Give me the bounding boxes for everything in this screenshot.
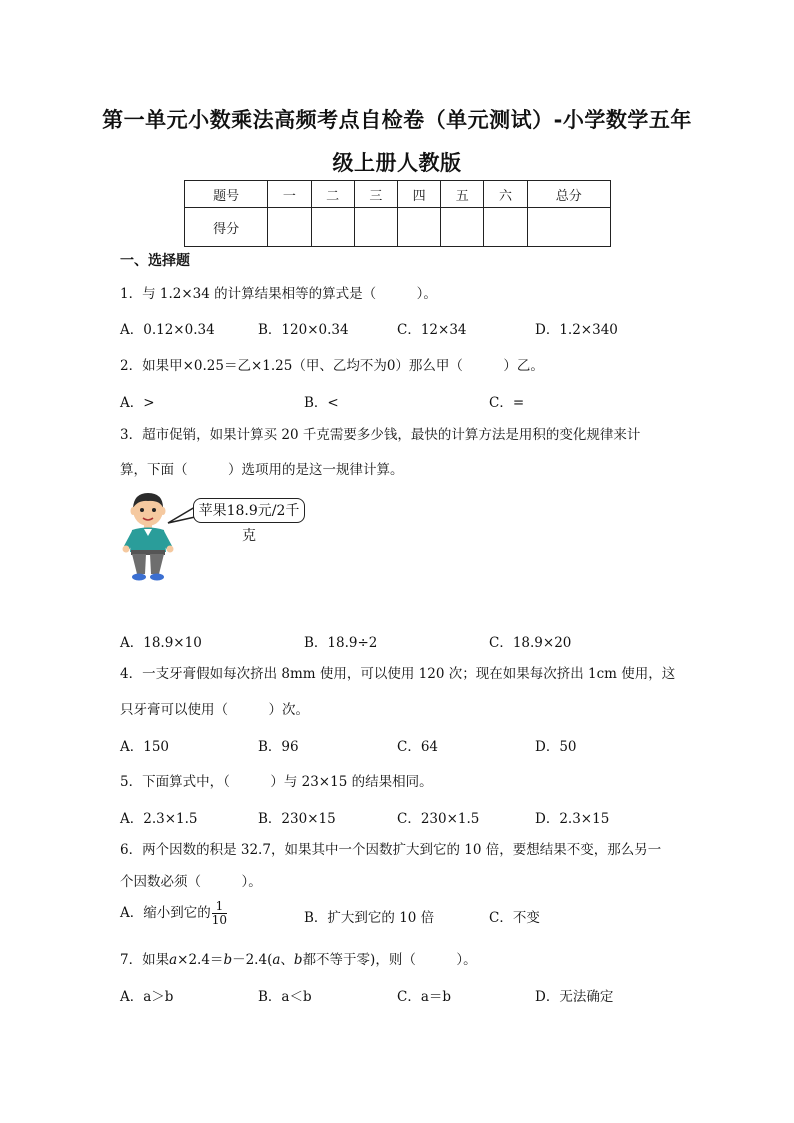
score-header-cell: 总分 <box>527 181 610 208</box>
question-5-option-a[interactable]: A．2.3×1.5 <box>120 811 198 827</box>
question-3-option-b[interactable]: B．18.9÷2 <box>304 635 378 651</box>
question-5-option-c[interactable]: C．230×1.5 <box>397 811 480 827</box>
question-2-option-b[interactable]: B．< <box>304 395 339 411</box>
fraction <box>212 900 227 927</box>
question-6-text-line1: 6．两个因数的积是 32.7，如果其中一个因数扩大到它的 10 倍，要想结果不变，那么另一 <box>120 842 662 858</box>
section-title: 一、选择题 <box>120 253 190 269</box>
boy-illustration <box>120 490 176 582</box>
document-title-line2: 级上册人教版 <box>332 151 462 175</box>
var-b: b <box>223 952 233 968</box>
score-header-cell: 四 <box>397 181 440 208</box>
question-2-option-c[interactable]: C．= <box>489 395 525 411</box>
question-4-option-c[interactable]: C．64 <box>397 739 439 755</box>
question-4-text-line1: 4．一支牙膏假如每次挤出 8mm 使用，可以使用 120 次；现在如果每次挤出 1cm 使用，这 <box>120 666 676 682</box>
question-4-option-a[interactable]: A．150 <box>120 739 170 755</box>
question-6-text-line2: 个因数必须（ ）。 <box>120 874 262 890</box>
question-2-text: 2．如果甲×0.25＝乙×1.25（甲、乙均不为0）那么甲（ ）乙。 <box>120 358 544 374</box>
question-3-text-line2: 算，下面（ ）选项用的是这一规律计算。 <box>120 462 404 478</box>
question-6-option-a[interactable] <box>120 900 227 927</box>
score-cell[interactable] <box>268 208 311 247</box>
score-row-label: 得分 <box>185 208 268 247</box>
question-7-option-b[interactable]: B．a＜b <box>258 989 312 1005</box>
question-4-text-line2: 只牙膏可以使用（ ）次。 <box>120 702 309 718</box>
question-1-option-b[interactable]: B．120×0.34 <box>258 322 349 338</box>
question-7-option-d[interactable]: D．无法确定 <box>535 989 614 1005</box>
score-header-cell: 三 <box>354 181 397 208</box>
q7-pre: 7．如果 <box>120 952 170 968</box>
var-a: a <box>272 952 281 968</box>
question-5-option-d[interactable]: D．2.3×15 <box>535 811 610 827</box>
score-cell[interactable] <box>397 208 440 247</box>
question-1-option-d[interactable]: D．1.2×340 <box>535 322 618 338</box>
fraction-denominator: 10 <box>211 913 228 927</box>
var-a: a <box>169 952 178 968</box>
question-6-option-c[interactable]: C．不变 <box>489 910 540 926</box>
question-6-option-b[interactable]: B．扩大到它的 10 倍 <box>304 910 435 926</box>
question-5-text: 5．下面算式中，（ ）与 23×15 的结果相同。 <box>120 774 433 790</box>
q7-post: 都不等于零)，则（ ）。 <box>302 952 477 968</box>
score-cell[interactable] <box>441 208 484 247</box>
score-table <box>184 180 611 247</box>
question-4-option-d[interactable]: D．50 <box>535 739 577 755</box>
score-header-cell: 五 <box>441 181 484 208</box>
question-6-option-a-prefix: A．缩小到它的 <box>120 905 211 921</box>
score-table-header-row <box>185 181 611 208</box>
q7-mid2: －2.4( <box>232 952 273 968</box>
score-cell[interactable] <box>527 208 610 247</box>
score-cell[interactable] <box>354 208 397 247</box>
score-header-cell: 六 <box>484 181 527 208</box>
fraction-numerator: 1 <box>212 900 227 914</box>
score-header-cell: 二 <box>311 181 354 208</box>
question-3-text-line1: 3．超市促销，如果计算买 20 千克需要多少钱，最快的计算方法是用积的变化规律来计 <box>120 427 641 443</box>
question-7-option-a[interactable]: A．a＞b <box>120 989 174 1005</box>
score-table-score-row <box>185 208 611 247</box>
question-5-option-b[interactable]: B．230×15 <box>258 811 336 827</box>
q7-mid1: ×2.4＝ <box>177 952 224 968</box>
question-3-option-c[interactable]: C．18.9×20 <box>489 635 572 651</box>
question-2-option-a[interactable]: A．> <box>120 395 155 411</box>
score-header-cell: 一 <box>268 181 311 208</box>
question-4-option-b[interactable]: B．96 <box>258 739 299 755</box>
question-3-option-a[interactable]: A．18.9×10 <box>120 635 202 651</box>
score-cell[interactable] <box>311 208 354 247</box>
question-1-option-c[interactable]: C．12×34 <box>397 322 467 338</box>
score-cell[interactable] <box>484 208 527 247</box>
question-7-option-c[interactable]: C．a＝b <box>397 989 452 1005</box>
question-7-text <box>120 948 477 968</box>
document-title-line1: 第一单元小数乘法高频考点自检卷（单元测试）-小学数学五年 <box>102 108 692 132</box>
var-b: b <box>293 952 303 968</box>
question-1-option-a[interactable]: A．0.12×0.34 <box>120 322 215 338</box>
speech-bubble: 苹果18.9元/2千克 <box>193 498 305 523</box>
score-header-cell: 题号 <box>185 181 268 208</box>
q7-mid3: 、 <box>280 952 294 968</box>
question-1-text: 1．与 1.2×34 的计算结果相等的算式是（ ）。 <box>120 286 437 302</box>
